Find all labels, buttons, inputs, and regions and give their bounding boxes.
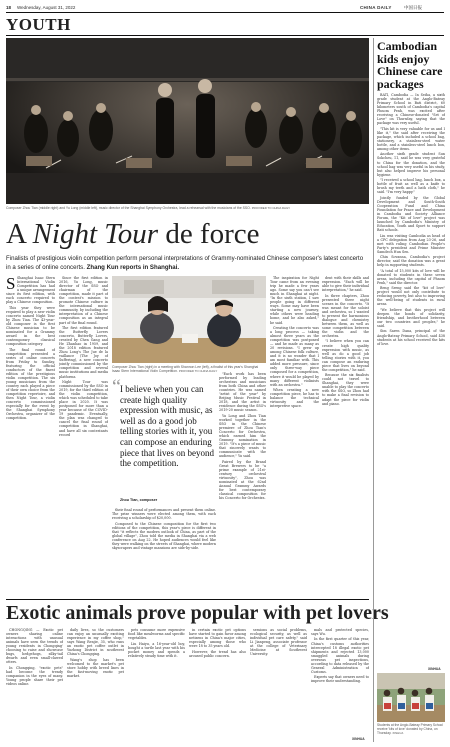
col3-p1: their final round of performances and present them online. The prize winners were elected among them, with each receiving a scholarship of $20,000. xyxy=(112,508,216,521)
sidebar-p1: BATI, Cambodia — In Seiha, a sixth grade student at the Anglo-Bateay Primary School in Bati district, 60 kilometers south of Cambodia's capital Phnom Penh, was excited after receiving a Chinese-donated "Set of Love" on Thursday, saying that the package was very useful. xyxy=(377,93,445,126)
col5-p3: When creating a new competition piece, he has to balance the technical virtuosity and the interpretive space. xyxy=(270,388,319,409)
col1-p2: This year they were required to play a new violin concerto named Night Tour by Zhou Tian. The 43-year-old composer is the first Chinese musician to be nominated for a Grammy award in the best contemporary classical composition category. xyxy=(6,305,55,347)
students-photo xyxy=(377,673,445,722)
headline-italic: Night Tour xyxy=(32,218,159,250)
story-column-3 xyxy=(112,508,216,596)
paper-name: CHINA DAILY xyxy=(360,5,392,10)
sidebar-p7: Chin Sovanna, Cambodia's project director, said the donation was a great help in supporting students. xyxy=(377,255,445,268)
s2-col3-p2: Liu Haiyu, a 16-year-old boy, bought a turtle last year with his pocket money and spends a relatively steady time with it. xyxy=(128,641,185,658)
lead-photo-caption-text: Composer Zhou Tian (middle right) and Yu Long (middle left), music director of the Shanghai Symphony Orchestra, lead a rehearsal with the musicians of the SSO. xyxy=(6,206,251,210)
headline-part-a: A xyxy=(6,218,33,250)
story-divider xyxy=(6,599,369,600)
sidebar-headline: Cambodian kids enjoy Chinese care packages xyxy=(377,39,443,91)
sidebar-p3: Another sixth grade student Sun Sokcheu, 11, said he was very grateful to China for the donation, and the school bag was very useful in his study, but also helped improve his personal hygiene. xyxy=(377,152,445,177)
lead-photo-credit: PROVIDED TO CHINA DAILY xyxy=(251,206,291,210)
sidebar-p6: Liu was visiting Cambodia as head of a CPC delegation from Aug 23-26, and met with ruling Cambodian People's Party's president and Prime Minister Samdech Hun Sen. xyxy=(377,233,445,254)
col6-p1: dent with their skills and expression. "Each will be able to give their individual interpretation," he said. xyxy=(322,276,369,293)
story2-column-2 xyxy=(67,628,124,740)
col6-p4: Because the six finalists could not travel to Shanghai, they were unable to play the concerto with the SSO, so Zhou had to make a final revision to adapt the piece for violin and piano. xyxy=(322,373,369,406)
s2-col1-p1: CHONGQING — Exotic pet owners sharing online interactions with unusual animals have seen the trends of young residents in Chongqing' choosing to raise and showcase bugs, hedgehogs, silky-tail dwarfs and even small-clawed otters. xyxy=(6,628,63,665)
s2-col2-p1: daily lives, so the customers can enjoy an unusually exciting experience in my coffee shop," says Wang Renjie, 35, who runs an exotic pet coffee outlet in Yuzhong District in southwest China's Chongqing. xyxy=(67,628,124,657)
meeting-photo-graphic xyxy=(112,276,266,363)
s2-col6-p3: Experts say that owners need to improve their understanding. xyxy=(311,675,369,684)
sidebar-divider xyxy=(373,38,374,742)
story-column-1 xyxy=(6,276,55,596)
sidebar-p10: "We believe that this project will deepen the bonds of solidarity, friendship, and brotherhood between our two countries and peoples," he said. xyxy=(377,307,445,329)
s2-col6-p2: In the first quarter of this year, China's customs authorities intercepted 18 illegal exotic pet shipments and rejected 13,000 smuggled animals during overseas pet inspections, according to data released by the General Administration of Customs. xyxy=(311,637,369,674)
col2-p2: The first edition featured the Butterfly Lovers concerto, Butterfly Lovers, created by Chen Gang and He Zhanhao in 1959, and the 2018 edition featured Zhou Long's The Jue de la vaillance (The Joy of Suffering), a new concerto jointly commissioned by the competition and several music institutions and media platforms. xyxy=(59,325,108,379)
orchestra-photo-graphic xyxy=(6,38,369,204)
top-rule xyxy=(6,12,444,13)
page-number: 18 xyxy=(6,5,12,10)
story2-credit: XINHUA xyxy=(352,737,365,741)
sidebar-p5: Jointly funded by the Global Development and South-South Cooperation Fund and China Foundation for Peace and Development in Cambodia and Society Alliance Forum, the "Kit of love" project was launched by Cambodia's Ministry of Education, Youth and Sport to support Bati schools. xyxy=(377,195,445,233)
col2-p1: Since the first edition in 2016, Yu Long, music director of the SSO and chairman of the competition, made it part of the contest's mission to promote Chinese culture in the international music community, by including the interpretation of a Chinese composition as an integral part of the final round. xyxy=(59,276,108,325)
sidebar-p8: "A total of 15,000 kits of love will be donated to students in these seven areas, including the capital of Phnom Penh," said the director. xyxy=(377,268,445,285)
quote-mark: “ xyxy=(112,376,121,398)
story-column-5 xyxy=(270,276,319,596)
s2-col6-p1: mals and protected species, says Wu. xyxy=(311,628,369,637)
col4-p3: Paired by the Brand Great Brewers to be "a prime example of 21st-century orchestral virtuosity", Zhou was nominated at the 62nd Annual Grammy Awards for best contemporary classical composition for his Concerto for Orchestra. xyxy=(219,459,266,501)
composer-meeting-photo xyxy=(112,276,266,363)
story2-column-6 xyxy=(311,628,369,734)
col6-p3: "I believe when you can create high quality expression with music, as well as do a good job telling stories with it, you can compose an enduring piece that lives on beyond the competition," he said. xyxy=(322,339,369,372)
headline-part-b: de force xyxy=(158,218,260,250)
sidebar-p11: Sim Saren Dana, principal of the Anglo-Bateay Primary School, said 438 students at his school received the kits of love. xyxy=(377,329,445,346)
col1-p3: The final round of competition presented a series of online concerts from Friday to Sunday, featuring the official conductors of the finest edition of the prestigious violin competition. The six young musicians from the country each played a piece of their own choice from the competition repertoire, and then Night Tour, a violin concerto commissioned especially for the event by the Shanghai Symphony Orchestra, organizer of the competition. xyxy=(6,347,55,421)
s2-col5-p1: sessions as social problems, ecological security, as well as individual pet care safety," said Li Jianpeng, associate professor at the college of Veterinary Medicine at Southwest University. xyxy=(250,628,307,657)
s2-col4-p1: in certain exotic pet options have started to gain favor among netizens in China's major cities, especially among those who were 18 to 35 years old. xyxy=(189,628,246,649)
sidebar-body xyxy=(377,93,445,665)
page-date: Wednesday, August 31, 2022 xyxy=(17,5,76,10)
meeting-photo-caption-text: Composer Zhou Tian (right) in a meeting with Shannon Lee (left), a finalist of this year's Shanghai Isaac Stern International Violin Competition. xyxy=(112,365,259,373)
section-title: YOUTH xyxy=(6,15,71,34)
col3-p2: Composed to the Chinese composition for the first two editions of the competition, this year's piece is different in that "it reflects the modern outlook of China, as part of the global village", Zhou told the media in Shanghai via a web conference on Aug 22. He hoped audiences would feel like they were walking on the streets of Shanghai, where modern skyscrapers and vintage mansions are side-by-side. xyxy=(112,521,216,550)
sidebar-credit: XINHUA xyxy=(428,667,441,671)
lead-photo-caption xyxy=(6,206,368,210)
story2-column-3 xyxy=(128,628,185,740)
meeting-photo-credit: PROVIDED TO CHINA DAILY xyxy=(178,369,218,373)
story-headline xyxy=(6,218,260,251)
sidebar-p4: "I received a school bag, lunch box, a bottle of fruit as well as a knife to brush my teeth and a bath cloth," he said. "I'm very happy." xyxy=(377,178,445,195)
story-column-4 xyxy=(219,372,266,596)
sidebar-p2: "This kit is very valuable for us and I like it," the said after receiving the package, which included a school bag, stationery, a stainless-steel water bottle, and a stainless-steel lunch box, among other items. xyxy=(377,126,445,151)
drop-cap: S xyxy=(6,276,16,293)
section-rule xyxy=(6,35,444,36)
col1-p1: Shanghai Isaac Stern International Violin Competition has had a unique arrangement since its first edition, with each concerto required to play a Chinese composition. xyxy=(6,276,55,305)
students-photo-credit: XINHUA xyxy=(392,730,404,735)
s2-col4-p2: However, the trend has also aroused public concern. xyxy=(189,649,246,658)
orchestra-rehearsal-photo xyxy=(6,38,369,204)
s2-col1-p2: In Chongqing, "exotic pets" had become the trendy companion in the eyes of many. Young people share their pet videos online. xyxy=(6,665,63,686)
col5-p1: The inspiration for Night Tour came from an evening trip he made a few years ago. Some say you can't see much in Shanghai at night. "In the sixth station, I saw people going in different ways. Some may have been starting a new journey, while others were heading home, and he also asked," he said. xyxy=(270,276,319,325)
byline: Zhang Kun reports in Shanghai. xyxy=(86,263,180,271)
s2-col2-p2: Wang's shop has been welcomed to the market's pet store hobby with breed lines in the fast-moving exotic pet market. xyxy=(67,657,124,678)
pull-quote-text: I believe when you can create high quality expression with music, as well as do a good job telling stories with it, you can compose an enduring piece that lives on beyond the competition. xyxy=(120,384,214,469)
paper-name-chinese: 中国日报 xyxy=(404,5,422,10)
col4-p1: "Each work has been performed by leading orchestras and musicians from both China and other countries. He was named "artist of the year" by Beijing Music Festival in 2018, and the artist in residence during the SSO's 2019-20 music season. xyxy=(219,372,266,413)
story-column-6 xyxy=(322,276,369,596)
story2-headline: Exotic animals prove popular with pet lovers xyxy=(6,602,389,624)
col4-p2: Yu Long and Zhou Tian worked together in the SSO in the Chinese premiere of Zhou Tian's Concerto for Orchestra, which earned him the Grammy nomination in 2019. "It's a piece of music that sincerely wants to communicate with the audience," Yu said. xyxy=(219,413,266,459)
story-column-2 xyxy=(59,276,108,596)
s2-col3-p1: pets consume more expensive food like mealworms and specific vegetables. xyxy=(128,628,185,641)
students-photo-caption-text: Students at the Anglo-Bateay Primary School receive 'kits of love' donated by China, on Thursday. xyxy=(377,723,443,735)
col5-p2: Creating the concerto was a long process — taking almost three years as the competition was postponed — and he made as many as 20 revisions. "I grew up among Chinese folk culture, and it is no wonder that I am most familiar with. This added more pressure, since only three-way piece composed for a competition, where it would be played by many different violinists with an orchestra." xyxy=(270,325,319,387)
story2-column-4 xyxy=(189,628,246,740)
students-photo-caption xyxy=(377,724,445,736)
story2-column-5 xyxy=(250,628,307,740)
story2-column-1 xyxy=(6,628,63,740)
standfirst xyxy=(6,255,368,272)
sidebar-p9: Beng Sreng said the "kit of love" project would not only contribute to reducing poverty, but also to improving the well-being of students in rural areas. xyxy=(377,286,445,307)
col6-p2: In three chapters, Zhou presented three night scenes in the concerto. "It was meant for the soloist and orchestra, so I wanted to present the harmonious dialogue and chemistry between them, as well as some competition between the violin and the orchestra. xyxy=(322,293,369,339)
col2-p3: Night Tour was commissioned by the SSO in 2019, for the third edition of the violin competition, which was scheduled to take place in 2020. It was postponed for more than a year because of the COVID-19 pandemic. Eventually, the plan was changed to cancel the final round of competition in Shanghai, and have all six contestants record xyxy=(59,379,108,437)
students-photo-graphic xyxy=(377,673,445,722)
pull-quote-attribution: Zhou Tian, composer xyxy=(120,498,158,502)
standfirst-text: Finalists of prestigious violin competition perform personal interpretations of Grammy-nominated Chinese composer's latest concerto in a series of online concerts. xyxy=(6,255,364,271)
